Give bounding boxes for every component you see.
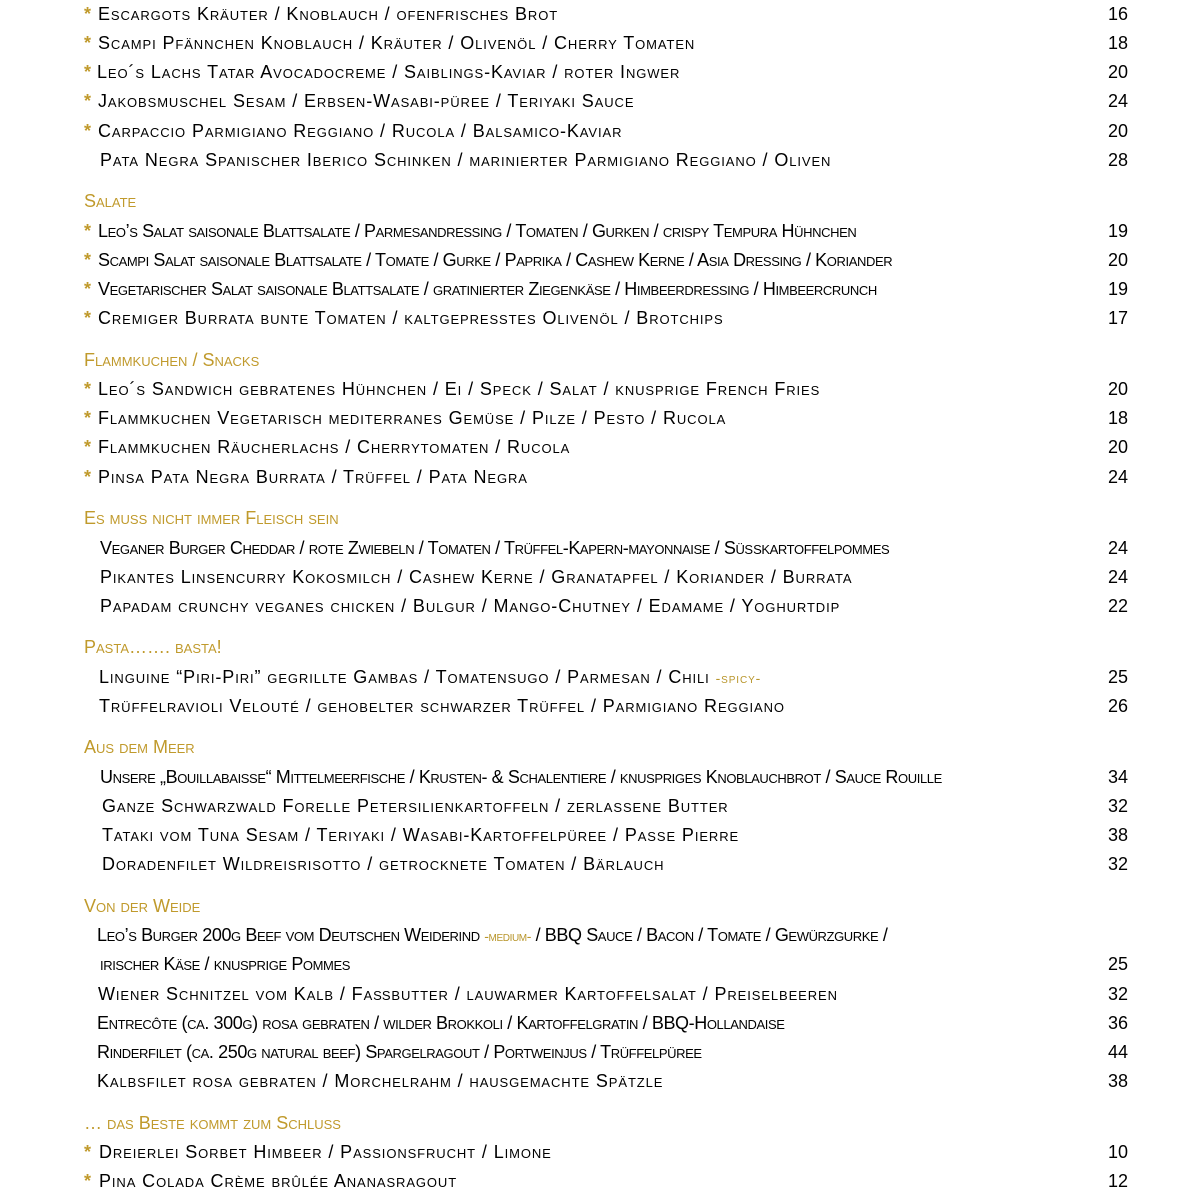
dish-description: Ananasragout [328, 1171, 458, 1191]
menu-item-name [99, 693, 785, 719]
dish-name: Vegetarischer Salat [98, 279, 253, 299]
star-marker-icon: * [84, 308, 92, 328]
star-marker-icon: * [84, 33, 92, 53]
dish-description: Himbeer / Passionsfrucht / Limone [247, 1142, 552, 1162]
menu-item-name [99, 1139, 552, 1165]
dish-description: gebratenes Hühnchen / Ei / Speck / Salat / knusprige French Fries [233, 379, 821, 399]
dish-name: Pata Negra [100, 150, 200, 170]
menu-item-name [100, 951, 350, 977]
dish-description: Sesam / Erbsen-Wasabi-püree / Teriyaki Sauce [227, 91, 635, 111]
item-price: 26 [1107, 696, 1128, 716]
item-price: 32 [1107, 984, 1128, 1004]
dish-description: Mittelmeerfische / Krusten- & Schalentiere / knuspriges Knoblauchbrot / Sauce Rouille [271, 767, 942, 787]
section-heading: Flammkuchen / Snacks [84, 350, 260, 370]
item-price: 10 [1107, 1142, 1128, 1162]
dish-description: rosa gebraten / Morchelrahm / hausgemachte Spätzle [186, 1071, 664, 1091]
menu-item [0, 951, 1200, 977]
star-marker-icon: * [84, 91, 92, 111]
dish-description-continued: / BBQ Sauce / Bacon / Tomate / Gewürzgurke / [530, 925, 888, 945]
star-marker-icon: * [84, 279, 91, 299]
menu-item-name [97, 1010, 785, 1036]
menu-item-name [98, 305, 724, 331]
menu-item [0, 305, 1200, 331]
dish-name: Scampi Salat [98, 250, 195, 270]
dish-description: saisonale Blattsalate / gratinierter Ziegenkäse / Himbeerdressing / Himbeercrunch [252, 279, 877, 299]
item-price: 32 [1107, 796, 1128, 816]
star-marker-icon: * [84, 4, 92, 24]
menu-item [0, 764, 1200, 790]
dish-name: Ganze Schwarzwald Forelle [102, 796, 352, 816]
item-price: 24 [1107, 538, 1128, 558]
section-heading: Von der Weide [84, 896, 201, 916]
menu-item-name [98, 1, 558, 27]
menu-item [0, 793, 1200, 819]
menu-item [0, 822, 1200, 848]
dish-name: Unsere „Bouillabaisse“ [100, 767, 272, 787]
dish-description: vom Kalb / Faßbutter / lauwarmer Kartoffelsalat / Preiselbeeren [249, 984, 838, 1004]
item-price: 20 [1107, 121, 1128, 141]
dish-name: Flammkuchen [98, 437, 212, 457]
dish-name: Pinsa Pata Negra [98, 467, 250, 487]
menu-item [0, 405, 1200, 431]
star-marker-icon: * [84, 250, 91, 270]
menu-item-name [98, 218, 856, 244]
menu-item [0, 218, 1200, 244]
menu-item-name [98, 247, 892, 273]
dish-description: saisonale Blattsalate / Tomate / Gurke / Paprika / Cashew Kerne / Asia Dressing / Koriander [194, 250, 893, 270]
dish-description: Cheddar / rote Zwiebeln / Tomaten / Trüffel-Kapern-mayonnaise / Süßkartoffelpommes [225, 538, 890, 558]
item-price: 25 [1107, 667, 1128, 687]
dish-name: Jakobsmuschel [98, 91, 228, 111]
dish-name: Leo´s Sandwich [98, 379, 234, 399]
menu-item [0, 1039, 1200, 1065]
item-price: 20 [1107, 437, 1128, 457]
menu-item-name [98, 464, 528, 490]
dish-name: Kalbsfilet [97, 1071, 187, 1091]
section-heading: Es muss nicht immer Fleisch sein [84, 508, 339, 528]
dish-name: Scampi Pfännchen [98, 33, 255, 53]
menu-item-name [100, 593, 840, 619]
dish-description: Spanischer Iberico Schinken / marinierter Parmigiano Reggiano / Oliven [199, 150, 832, 170]
menu-item-name [102, 793, 729, 819]
menu-item [0, 851, 1200, 877]
dish-description: Burrata / Trüffel / Pata Negra [249, 467, 528, 487]
item-price: 36 [1107, 1013, 1128, 1033]
dish-description: Parmigiano Reggiano / Rucola / Balsamico-Kaviar [186, 121, 623, 141]
menu-item [0, 118, 1200, 144]
dish-name: Leo’s Salat [98, 221, 184, 241]
item-price: 22 [1107, 596, 1128, 616]
menu-item-name [98, 376, 820, 402]
dish-description: Velouté / gehobelter schwarzer Trüffel / Parmigiano Reggiano [223, 696, 785, 716]
dish-name: Pina Colada Crème brûlée [99, 1171, 329, 1191]
menu-item-name [100, 147, 831, 173]
menu-item [0, 1010, 1200, 1036]
menu-item-name [97, 1039, 702, 1065]
menu-item [0, 1168, 1200, 1194]
dish-name: Pikantes Linsencurry [100, 567, 287, 587]
menu-item [0, 30, 1200, 56]
menu-item-name [98, 88, 634, 114]
menu-item [0, 434, 1200, 460]
menu-item [0, 1068, 1200, 1094]
dish-name: Veganer Burger [100, 538, 226, 558]
menu-item-name [102, 851, 664, 877]
item-price: 19 [1107, 279, 1128, 299]
dish-name: Dreierlei Sorbet [99, 1142, 248, 1162]
item-price: 24 [1107, 467, 1128, 487]
menu-item [0, 981, 1200, 1007]
menu-item [0, 1, 1200, 27]
dish-name: Doradenfilet [102, 854, 217, 874]
dish-description: crunchy veganes chicken / Bulgur / Mango-Chutney / Edamame / Yoghurtdip [172, 596, 841, 616]
star-marker-icon: * [84, 379, 92, 399]
dish-description: Kräuter / Knoblauch / ofenfrisches Brot [191, 4, 559, 24]
item-price: 34 [1107, 767, 1128, 787]
dish-name: Trüffelravioli [99, 696, 224, 716]
dish-highlight: -medium- [484, 928, 531, 944]
menu-item [0, 922, 1200, 948]
menu-item [0, 59, 1200, 85]
item-price: 38 [1107, 1071, 1128, 1091]
star-marker-icon: * [84, 221, 91, 241]
menu-item-name [100, 764, 942, 790]
menu-item [0, 535, 1200, 561]
dish-description: 200g Beef vom Deutschen Weiderind [197, 925, 485, 945]
menu-item-name [97, 922, 888, 949]
menu-item [0, 88, 1200, 114]
section-heading: Salate [84, 191, 137, 211]
dish-description: Wildreisrisotto / getrocknete Tomaten / Bärlauch [216, 854, 665, 874]
star-marker-icon: * [84, 62, 92, 82]
dish-description: Sesam / Teriyaki / Wasabi-Kartoffelpüree / Passe Pierre [239, 825, 740, 845]
dish-name: Cremiger Burrata [98, 308, 255, 328]
menu-item-name [97, 1068, 663, 1094]
dish-description: (ca. 250g natural beef) Spargelragout / Portweinjus / Trüffelpüree [181, 1042, 702, 1062]
section-heading: … das Beste kommt zum Schluss [84, 1113, 341, 1133]
dish-description: gegrillte Gambas / Tomatensugo / Parmesan / Chili [261, 667, 716, 687]
menu-item-name [98, 981, 838, 1007]
star-marker-icon: * [84, 1171, 92, 1191]
star-marker-icon: * [84, 408, 92, 428]
dish-description: saisonale Blattsalate / Parmesandressing / Tomaten / Gurken / crispy Tempura Hühnchen [183, 221, 857, 241]
dish-name: Leo’s Burger [97, 925, 198, 945]
menu-item [0, 464, 1200, 490]
dish-name: Entrecôte [97, 1013, 177, 1033]
item-price: 20 [1107, 250, 1128, 270]
dish-description: mediterranes Gemüse / Pilze / Pesto / Rucola [322, 408, 727, 428]
menu-item [0, 376, 1200, 402]
menu-item-name [98, 276, 877, 302]
dish-description: Knoblauch / Kräuter / Olivenöl / Cherry Tomaten [254, 33, 696, 53]
star-marker-icon: * [84, 437, 92, 457]
item-price: 24 [1107, 91, 1128, 111]
item-price: 12 [1107, 1171, 1128, 1191]
section-heading: Aus dem Meer [84, 737, 195, 757]
dish-name: Linguine “Piri-Piri” [99, 667, 262, 687]
star-marker-icon: * [84, 467, 92, 487]
menu-item-name [99, 1168, 457, 1194]
item-price: 38 [1107, 825, 1128, 845]
dish-name: Flammkuchen Vegetarisch [98, 408, 323, 428]
item-price: 24 [1107, 567, 1128, 587]
item-price: 16 [1107, 4, 1128, 24]
item-price: 17 [1107, 308, 1128, 328]
menu-item [0, 664, 1200, 690]
menu-item-name [102, 822, 739, 848]
menu-item-name [99, 664, 761, 691]
star-marker-icon: * [84, 1142, 92, 1162]
menu-item-name [100, 564, 852, 590]
item-price: 18 [1107, 408, 1128, 428]
menu-item [0, 593, 1200, 619]
section-heading: Pasta……. basta! [84, 637, 222, 657]
dish-description: irischer Käse / knusprige Pommes [100, 954, 351, 974]
item-price: 20 [1107, 379, 1128, 399]
dish-description: Kokosmilch / Cashew Kerne / Granatapfel / Koriander / Burrata [286, 567, 853, 587]
dish-name: Papadam [100, 596, 173, 616]
dish-description: bunte Tomaten / kaltgepresstes Olivenöl / Brotchips [254, 308, 724, 328]
dish-description: (ca. 300g) rosa gebraten / wilder Brokkoli / Kartoffelgratin / BBQ-Hollandaise [176, 1013, 785, 1033]
item-price: 19 [1107, 221, 1128, 241]
dish-description: Petersilienkartoffeln / zerlassene Butter [351, 796, 729, 816]
item-price: 25 [1107, 954, 1128, 974]
item-price: 20 [1107, 62, 1128, 82]
dish-highlight: -spicy- [715, 670, 762, 686]
item-price: 44 [1107, 1042, 1128, 1062]
menu-item [0, 247, 1200, 273]
menu-item-name [98, 118, 622, 144]
dish-description: Räucherlachs / Cherrytomaten / Rucola [211, 437, 571, 457]
dish-name: Wiener Schnitzel [98, 984, 250, 1004]
menu-item [0, 693, 1200, 719]
menu-item-name [98, 30, 695, 56]
dish-name: Carpaccio [98, 121, 187, 141]
dish-name: Escargots [98, 4, 192, 24]
menu-item [0, 564, 1200, 590]
star-marker-icon: * [84, 121, 92, 141]
dish-description: Avocadocreme / Saiblings-Kaviar / roter Ingwer [255, 62, 681, 82]
menu-item-name [100, 535, 889, 561]
dish-name: Leo´s Lachs Tatar [97, 62, 256, 82]
item-price: 28 [1107, 150, 1128, 170]
item-price: 18 [1107, 33, 1128, 53]
menu-item-name [98, 405, 726, 431]
dish-name: Tataki vom Tuna [102, 825, 240, 845]
dish-name: Rinderfilet [97, 1042, 182, 1062]
menu-item [0, 147, 1200, 173]
menu-item [0, 1139, 1200, 1165]
menu-item-name [97, 59, 680, 85]
menu-item [0, 276, 1200, 302]
item-price: 32 [1107, 854, 1128, 874]
menu-item-name [98, 434, 570, 460]
